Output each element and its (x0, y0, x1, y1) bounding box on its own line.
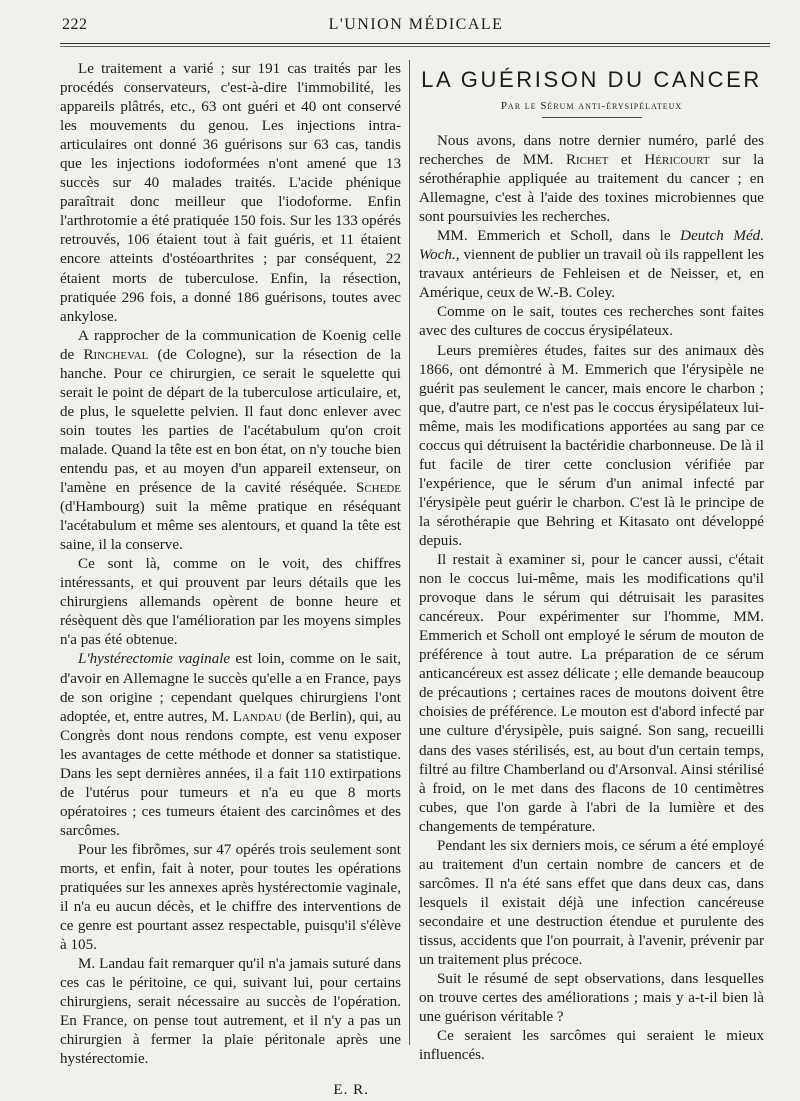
author-name: Richet (565, 152, 609, 169)
author-name: Landau (232, 708, 282, 725)
paragraph: Comme on le sait, toutes ces recherches sont faites avec des cultures de coccus érysipélateux. (419, 304, 764, 340)
paragraph: Pendant les six derniers mois, ce sérum a été employé au traitement d'un certain nombre de cancers et de sarcômes. Il n'a été sans effet que dans deux cas, dans lesquels il existait déjà une infection cancéreuse secondaire et une destruction étendue et purulente des tissus, accidents que l'on pourrait, à l'avenir, prévenir par un traitement plus précoce. (419, 837, 764, 969)
text-run: MM. Emmerich et Scholl, dans le (437, 228, 681, 245)
left-column (60, 60, 401, 1099)
header-rule (60, 43, 770, 44)
text-run: (de Berlin), qui, au Congrès dont nous rendons compte, est venu exposer les avantages de cette méthode et donner sa statistique. Dans les sept dernières années, il a fait 110 extirpations de l'utérus pour tumeurs et n'a eu que 8 morts opératoires ; ces tumeurs étaient des carcinômes et des sarcômes. (60, 708, 401, 839)
right-column (419, 62, 764, 1067)
page-header (62, 14, 770, 40)
subtitle-rule (542, 117, 642, 118)
text-run: et (608, 152, 645, 169)
header-rule-thin (60, 46, 770, 47)
journal-title: L'UNION MÉDICALE (328, 16, 504, 33)
text-run: A rapprocher de la communication de Koenig celle de (60, 327, 401, 363)
paragraph: Suit le résumé de sept observations, dans lesquelles on trouve certes des améliorations ; mais y a-t-il bien là une guérison véritable ? (419, 971, 764, 1026)
author-name: Rincheval (83, 346, 149, 363)
article-title: LA GUÉRISON DU CANCER (421, 67, 762, 92)
page-number: 222 (62, 16, 88, 33)
signature: E. R. (333, 1082, 369, 1099)
paragraph (60, 650, 401, 840)
paragraph: M. Landau fait remarquer qu'il n'a jamais suturé dans ces cas le péritoine, ce qui, suivant lui, pour certains chirurgiens, serait nécessaire au succès de l'opération. En France, on pense tout autrement, et il n'y a pas un chirurgien à fermer la plaie péritonale après une hystérectomie. (60, 956, 401, 1068)
article-subtitle: Par le Sérum anti-érysipélateux (500, 100, 683, 112)
author-name: Héricourt (644, 152, 710, 169)
paragraph: Le traitement a varié ; sur 191 cas traités par les procédés conservateurs, c'est-à-dire l'immobilité, les appareils plâtrés, etc., 63 ont guéri et 40 ont conservé les mouvements du genou. Les injections intra-articulaires ont donné 36 guérisons sur 63 cas, tandis que les injections iodoformées n'ont amené que 13 succès sur 40 malades traités. L'acide phénique paraîtrait donc meilleur que l'iodoforme. Enfin l'arthrotomie a été pratiquée 150 fois. Sur les 133 opérés retrouvés, 106 étaient tout à fait guéris, et 11 étaient encore atteints d'ostéoarthrites ; par conséquent, 22 étaient morts de tuberculose. Enfin, la résection, pratiquée 296 fois, a donné 186 guérisons, toutes avec ankylose. (60, 61, 401, 325)
text-run: est loin, comme on le sait, d'avoir en Allemagne le succès qu'elle a en France, pays de son origine ; cependant quelques chirurgiens l'ont adoptée, et, entre autres, M. (60, 651, 401, 725)
italic-term: L'hystérectomie vaginale (78, 651, 231, 668)
paragraph: Il restait à examiner si, pour le cancer aussi, c'était non le coccus lui-même, mais les modifications qu'il provoque dans le sérum qui détruisait les parasites cancéreux. Pour expérimenter sur l'homme, MM. Emmerich et Scholl ont employé le sérum de mouton de préférence à tout autre. La préparation de ce sérum anticancéreux est assez délicate ; elle demande beaucoup de précautions ; certaines races de moutons doivent être choisies de préférence. Le mouton est d'abord infecté par une culture d'érysipèle, puis saigné. Son sang, recueilli dans des vases stérilisés, est, au bout d'un certain temps, filtré au filtre Chamberland ou d'Arsonval. Ainsi stérilisé à froid, on le met dans des flacons de 10 centimètres cubes, que l'on garde à l'abri de la lumière et des changements de température. (419, 552, 764, 835)
column-divider (409, 60, 410, 1045)
text-run: , viennent de publier un travail où ils rappellent les travaux antérieurs de Fehleisen et de Neisser, et, en Amérique, ceux de W.-B. Coley. (419, 247, 764, 302)
paragraph (419, 132, 764, 227)
text-run: (de Cologne), sur la résection de la hanche. Pour ce chirurgien, ce serait le squelette qui serait le point de départ de la tuberculose articulaire, et, de plus, le squelette pelvien. Il faut donc enlever avec soin toutes les parties de l'acétabulum qu'on croit malade. Quand la tête est en bon état, on n'y touche bien entendu pas, et au moyen d'un appareil extenseur, on l'amène en présence de la cavité réséquée. (60, 346, 401, 497)
paragraph: Ce seraient les sarcômes qui seraient le mieux influencés. (419, 1028, 764, 1064)
text-run: Nous avons, dans notre dernier numéro, parlé des recherches de MM. (419, 133, 764, 169)
text-run: (d'Hambourg) suit la même pratique en réséquant l'acétabulum et même ses alentours, et quand la tête est saine, il la conserve. (60, 499, 401, 554)
journal-name: Deutch Méd. Woch. (419, 228, 764, 264)
author-name: Schede (355, 480, 401, 497)
paragraph: Leurs premières études, faites sur des animaux dès 1866, ont démontré à M. Emmerich que l'érysipèle ne guérit pas seulement le cancer, mais encore le charbon ; que, d'autre part, ce n'est pas le coccus érysipélateux lui-même, mais les modifications apportées au sang par ce coccus qui détruisent la bactéridie charbonneuse. De là il fut facile de tirer cette conclusion vérifiée par l'expérience, que le sérum d'un animal infecté par l'érysipèle peut guérir le charbon. C'est là le principe de la sérothérapie que Behring et Kitasato ont développé depuis. (419, 342, 764, 549)
paragraph (60, 327, 401, 556)
text-run: sur la sérothéraphie appliquée au traitement du cancer ; en Allemagne, c'est à l'aide des toxines microbiennes que sont poursuivies les recherches. (419, 152, 764, 226)
paragraph: Pour les fibrômes, sur 47 opérés trois seulement sont morts, et enfin, fait à noter, pour toutes les opérations pratiquées sur les annexes après hystérectomie vaginale, il n'a eu aucun décès, et le chiffre des interventions de ce genre est pourtant assez respectable, puisqu'il s'élève à 105. (60, 841, 401, 954)
paragraph (419, 227, 764, 303)
paragraph: Ce sont là, comme on le voit, des chiffres intéressants, et qui prouvent par leurs détails que les chirurgiens allemands opèrent de bonne heure et résèquent dès que l'amélioration par les moyens simples n'a pas été obtenue. (60, 556, 401, 649)
